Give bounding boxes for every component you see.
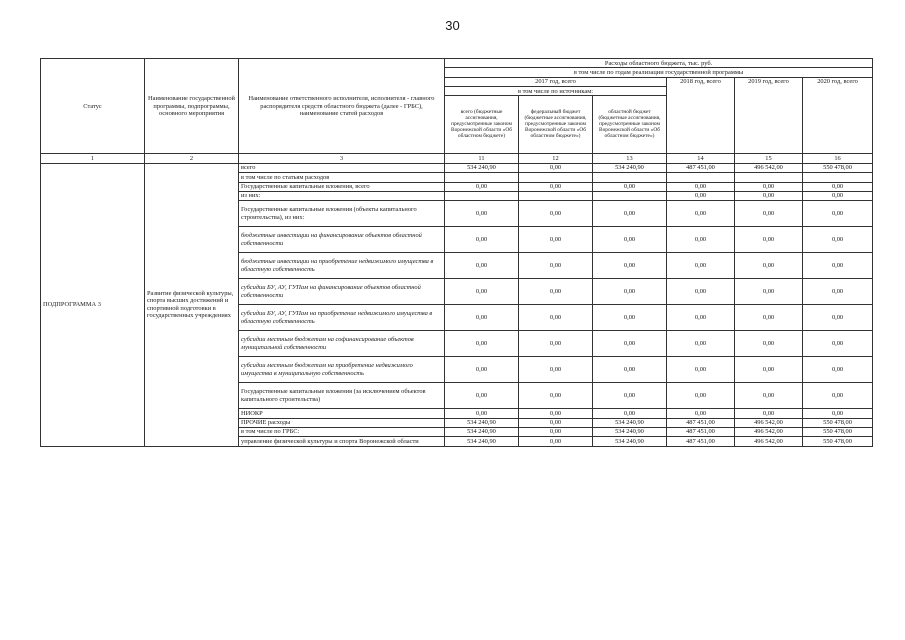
value-cell: 0,00 [803,182,873,191]
value-cell: 0,00 [735,409,803,418]
value-cell: 0,00 [445,253,519,279]
value-cell: 487 451,00 [667,163,735,172]
subprogram-name: Развитие физической культуры, спорта высших достижений и спортивной подготовки в государственных учреждениях [145,163,239,446]
header-by-years: в том числе по годам реализации государственной программы [445,68,873,77]
value-cell: 0,00 [735,331,803,357]
row-label: субсидии БУ, АУ, ГУПам на приобретение недвижимого имущества в областную собственность [239,305,445,331]
row-label: бюджетные инвестиции на финансирование объектов областной собственности [239,227,445,253]
row-label: субсидии БУ, АУ, ГУПам на финансирование объектов областной собственности [239,279,445,305]
value-cell: 0,00 [735,182,803,191]
value-cell: 0,00 [803,383,873,409]
value-cell: 0,00 [593,357,667,383]
row-label: Государственные капитальные вложения, всего [239,182,445,191]
value-cell: 0,00 [519,409,593,418]
value-cell [593,191,667,200]
value-cell: 0,00 [803,191,873,200]
value-cell: 0,00 [667,383,735,409]
row-label: Государственные капитальные вложения (за исключением объектов капитального строительства) [239,383,445,409]
value-cell: 0,00 [593,253,667,279]
value-cell: 496 542,00 [735,437,803,446]
table-row [41,163,873,172]
value-cell: 0,00 [593,331,667,357]
value-cell: 496 542,00 [735,427,803,436]
value-cell: 0,00 [735,227,803,253]
row-label: в том числе по ГРБС: [239,427,445,436]
value-cell: 0,00 [519,427,593,436]
value-cell: 0,00 [735,253,803,279]
column-number: 2 [145,154,239,163]
value-cell: 0,00 [445,305,519,331]
value-cell: 496 542,00 [735,418,803,427]
budget-table [40,58,873,447]
value-cell: 0,00 [593,201,667,227]
column-number: 14 [667,154,735,163]
value-cell: 534 240,90 [593,418,667,427]
value-cell: 0,00 [667,201,735,227]
header-regional-budget: областной бюджет (бюджетные ассигнования, предусмотренные законом Воронежской области «Об областном бюджете») [593,96,667,154]
value-cell [593,173,667,182]
subprogram-status: ПОДПРОГРАММА 3 [41,163,145,446]
column-number: 12 [519,154,593,163]
value-cell: 0,00 [667,357,735,383]
value-cell: 0,00 [445,201,519,227]
value-cell: 0,00 [519,253,593,279]
value-cell: 0,00 [445,357,519,383]
row-label: ПРОЧИЕ расходы [239,418,445,427]
value-cell: 0,00 [735,191,803,200]
value-cell: 0,00 [519,279,593,305]
header-executor: Наименование ответственного исполнителя, исполнителя - главного распорядителя средств областного бюджета (далее - ГРБС), наименование статей расходов [239,59,445,154]
row-label: Государственные капитальные вложения (объекты капитального строительства), из них: [239,201,445,227]
column-number: 15 [735,154,803,163]
value-cell: 0,00 [735,357,803,383]
value-cell: 550 478,00 [803,427,873,436]
value-cell: 0,00 [519,201,593,227]
value-cell: 0,00 [519,305,593,331]
value-cell: 0,00 [519,331,593,357]
value-cell: 550 478,00 [803,437,873,446]
value-cell: 0,00 [667,253,735,279]
value-cell: 0,00 [519,227,593,253]
value-cell: 0,00 [519,383,593,409]
column-number: 16 [803,154,873,163]
header-federal-budget: федеральный бюджет (бюджетные ассигнования, предусмотренные законом Воронежской области «Об областном бюджете») [519,96,593,154]
value-cell: 534 240,90 [445,437,519,446]
value-cell: 0,00 [735,279,803,305]
value-cell: 0,00 [445,409,519,418]
value-cell: 0,00 [667,279,735,305]
value-cell: 0,00 [519,437,593,446]
header-year-2017: 2017 год, всего [445,77,667,86]
header-by-sources: в том числе по источникам: [445,87,667,96]
value-cell: 0,00 [445,331,519,357]
column-number: 1 [41,154,145,163]
row-label: субсидии местным бюджетам на софинансирование объектов муниципальной собственности [239,331,445,357]
header-program-name: Наименование государственной программы, подпрограммы, основного мероприятия [145,59,239,154]
value-cell: 0,00 [445,227,519,253]
header-expenses-title: Расходы областного бюджета, тыс. руб. [445,59,873,68]
value-cell: 0,00 [803,227,873,253]
value-cell: 534 240,90 [593,163,667,172]
value-cell [519,173,593,182]
value-cell: 0,00 [803,279,873,305]
value-cell: 0,00 [735,383,803,409]
value-cell: 0,00 [519,163,593,172]
value-cell: 0,00 [445,182,519,191]
value-cell: 0,00 [519,357,593,383]
value-cell: 496 542,00 [735,163,803,172]
value-cell: 550 478,00 [803,418,873,427]
row-label: НИОКР [239,409,445,418]
value-cell: 0,00 [593,383,667,409]
value-cell: 0,00 [667,191,735,200]
value-cell [445,191,519,200]
value-cell: 0,00 [667,305,735,331]
value-cell: 0,00 [803,409,873,418]
column-number: 3 [239,154,445,163]
value-cell: 0,00 [803,253,873,279]
row-label: всего [239,163,445,172]
value-cell: 0,00 [803,357,873,383]
header-year-2018: 2018 год, всего [667,77,735,154]
column-number: 11 [445,154,519,163]
value-cell [667,173,735,182]
value-cell: 0,00 [445,279,519,305]
value-cell: 0,00 [519,182,593,191]
value-cell: 0,00 [593,409,667,418]
header-status: Статус [41,59,145,154]
header-year-2019: 2019 год, всего [735,77,803,154]
value-cell: 534 240,90 [445,163,519,172]
value-cell: 0,00 [803,331,873,357]
value-cell: 0,00 [667,182,735,191]
value-cell: 0,00 [593,182,667,191]
value-cell: 0,00 [519,418,593,427]
value-cell: 0,00 [593,305,667,331]
value-cell: 0,00 [445,383,519,409]
value-cell [735,173,803,182]
value-cell: 0,00 [735,305,803,331]
column-number: 13 [593,154,667,163]
value-cell: 0,00 [735,201,803,227]
value-cell: 0,00 [667,331,735,357]
value-cell: 487 451,00 [667,418,735,427]
value-cell: 534 240,90 [445,427,519,436]
value-cell: 534 240,90 [593,427,667,436]
row-label: управление физической культуры и спорта Воронежской области [239,437,445,446]
column-numbers-row [41,154,873,163]
value-cell: 487 451,00 [667,427,735,436]
value-cell: 0,00 [803,305,873,331]
value-cell: 0,00 [803,201,873,227]
value-cell [803,173,873,182]
value-cell: 550 478,00 [803,163,873,172]
row-label: в том числе по статьям расходов [239,173,445,182]
value-cell: 0,00 [593,227,667,253]
value-cell [445,173,519,182]
value-cell: 0,00 [667,227,735,253]
row-label: из них: [239,191,445,200]
value-cell: 0,00 [667,409,735,418]
row-label: субсидии местным бюджетам на приобретение недвижимого имущества в муниципальную собственность [239,357,445,383]
value-cell: 0,00 [593,279,667,305]
value-cell [519,191,593,200]
value-cell: 534 240,90 [593,437,667,446]
row-label: бюджетные инвестиции на приобретение недвижимого имущества в областную собственность [239,253,445,279]
value-cell: 534 240,90 [445,418,519,427]
page-number: 30 [445,18,460,33]
header-year-2020: 2020 год, всего [803,77,873,154]
value-cell: 487 451,00 [667,437,735,446]
header-total-budget: всего (бюджетные ассигнования, предусмотренные законом Воронежской области «Об областном бюджете) [445,96,519,154]
